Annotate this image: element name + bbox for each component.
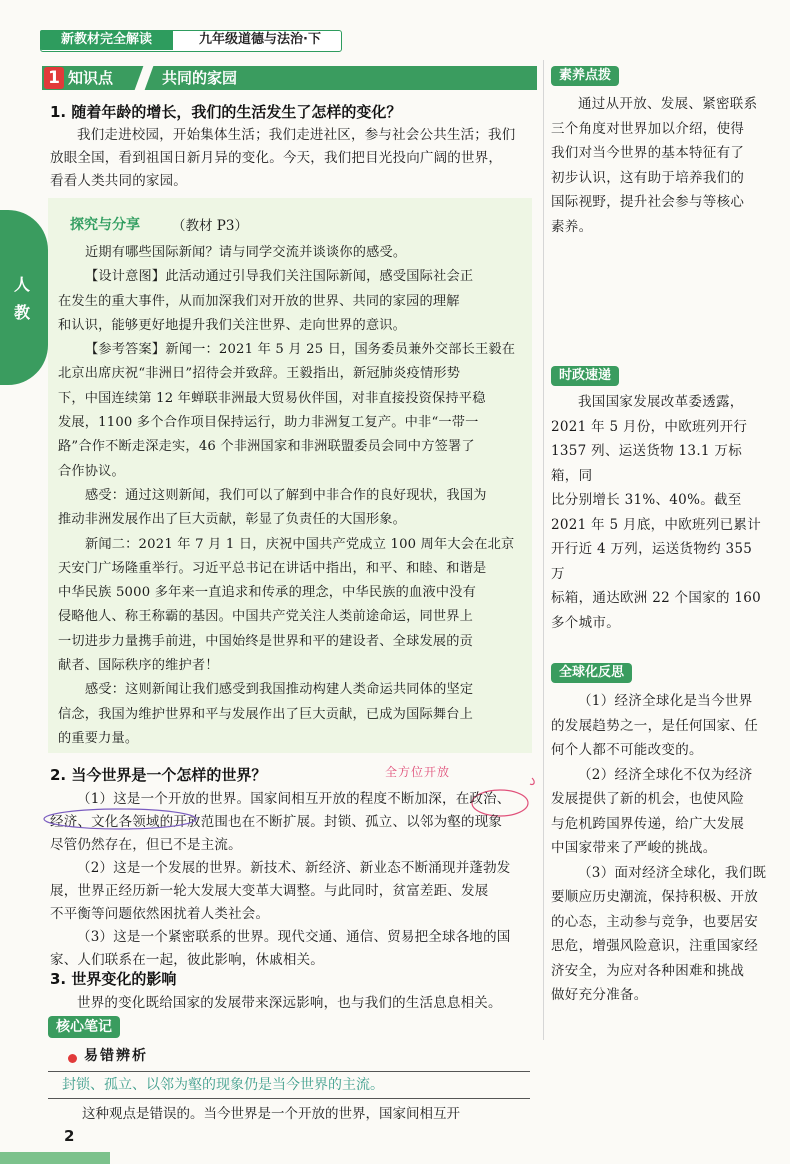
global-line: 的心态，主动参与竞争，也要居安 (551, 913, 758, 930)
side-tab-char: 教 (13, 303, 30, 322)
explore-line: 感受：通过这则新闻，我们可以了解到中非合作的良好现状，我国为 (85, 487, 487, 503)
global-line: （2）经济全球化不仅为经济 (578, 766, 753, 783)
q2-line: 尽管仍然存在，但已不是主流。 (50, 837, 242, 853)
explore-body (58, 241, 528, 751)
side-tab-char: 人 (13, 275, 30, 294)
explore-line: 合作协议。 (58, 463, 125, 479)
globalization-tag: 全球化反思 (551, 663, 632, 683)
global-line: 思危，增强风险意识，注重国家经 (551, 938, 758, 954)
knowledge-number: 1 (44, 67, 64, 89)
knowledge-title: 共同的家园 (162, 69, 238, 87)
literacy-line: 初步认识，这有助于培养我们的 (551, 169, 745, 186)
q3-body (50, 992, 540, 1015)
q1-body (50, 124, 540, 193)
explore-ref: （教材 P3） (172, 218, 248, 234)
news-line: 多个城市。 (551, 614, 620, 631)
explore-line: 献者、国际秩序的维护者！ (58, 658, 219, 674)
literacy-line: 三个角度对世界加以介绍，使得 (551, 120, 745, 137)
q2-line: 不平衡等问题依然困扰着人类社会。 (50, 906, 270, 922)
hand-annotation-circle-2 (40, 806, 200, 832)
explore-line: 【参考答案】新闻一：2021 年 5 月 25 日，国务委员兼外交部长王毅在 (85, 342, 516, 358)
explore-line: 中华民族 5000 多年来一直追求和传承的理念，中华民族的血液中没有 (58, 585, 476, 601)
literacy-body (551, 92, 769, 239)
q2-title: 2. 当今世界是一个怎样的世界？ (50, 766, 267, 784)
series-title: 新教材完全解读 (40, 30, 173, 50)
column-divider (543, 60, 544, 1040)
explore-line: 侵略他人、称王称霸的基因。中国共产党关注人类前途命运，同世界上 (58, 609, 474, 625)
explore-line: 在发生的重大事件，从而加深我们对开放的世界、共同的家园的理解 (58, 293, 460, 309)
explore-line: 和认识，能够更好地提升我们关注世界、走向世界的意识。 (58, 317, 407, 333)
q2-line: 经济、文化各领域的开放范围也在不断扩展。封锁、孤立、以邻为壑的现象 (50, 814, 503, 830)
explore-line: 新闻二：2021 年 7 月 1 日，庆祝中国共产党成立 100 周年大会在北京 (85, 536, 515, 552)
q2-line: （1）这是一个开放的世界。国家间相互开放的程度不断加深，在政治、 (77, 791, 511, 807)
q3-title: 3. 世界变化的影响 (50, 970, 177, 988)
global-line: 济安全，为应对各种困难和挑战 (551, 962, 745, 979)
explore-line: 的重要力量。 (58, 730, 139, 746)
explore-line: 信念，我国为维护世界和平与发展作出了巨大贡献，已成为国际舞台上 (58, 706, 474, 722)
q2-line: 家、人们联系在一起，彼此影响，休戚相关。 (50, 952, 324, 968)
error-statement: 封锁、孤立、以邻为壑的现象仍是当今世界的主流。 (62, 1077, 384, 1093)
news-line: 我国国家发展改革委透露， (578, 394, 744, 410)
literacy-tag: 素养点拨 (551, 66, 619, 86)
q2-line: （2）这是一个发展的世界。新技术、新经济、新业态不断涌现并蓬勃发 (77, 860, 511, 876)
explore-line: 近期有哪些国际新闻？请与同学交流并谈谈你的感受。 (85, 245, 407, 260)
global-line: 中国家带来了严峻的挑战。 (551, 840, 717, 856)
news-tag: 时政速递 (551, 366, 619, 386)
news-line: 比分别增长 31%、40%。截至 (551, 492, 742, 508)
q1-line: 我们走进校园，开始集体生活；我们走进社区，参与社会公共生活；我们 (77, 127, 516, 143)
explore-line: 下，中国连续第 12 年蝉联非洲最大贸易伙伴国，对非直接投资保持平稳 (58, 390, 486, 406)
knowledge-label: 知识点 (68, 69, 114, 87)
explore-line: 【设计意图】此活动通过引导我们关注国际新闻，感受国际社会正 (85, 269, 474, 285)
handwritten-note: 全方位开放 (385, 765, 451, 779)
global-line: （3）面对经济全球化，我们既 (578, 864, 767, 881)
q1-title: 1. 随着年龄的增长，我们的生活发生了怎样的变化？ (50, 103, 402, 121)
explore-line: 路”合作不断走深走实，46 个非洲国家和非洲联盟委员会同中方签署了 (58, 439, 475, 455)
literacy-line: 国际视野，提升社会参与等核心 (551, 194, 745, 210)
global-line: 做好充分准备。 (551, 987, 648, 1003)
globalization-body (551, 689, 769, 1008)
global-line: （1）经济全球化是当今世界 (578, 693, 753, 709)
q1-line: 放眼全国，看到祖国日新月异的变化。今天，我们把目光投向广阔的世界， (50, 150, 503, 166)
divider (48, 1098, 530, 1099)
explore-line: 感受：这则新闻让我们感受到我国推动构建人类命运共同体的坚定 (85, 682, 474, 698)
q1-line: 看看人类共同的家园。 (50, 173, 187, 189)
core-notes-tag: 核心笔记 (48, 1016, 120, 1038)
book-title: 九年级道德与法治·下 (199, 32, 321, 47)
knowledge-bar (42, 66, 537, 90)
news-body (551, 390, 769, 635)
global-line: 的发展趋势之一，是任何国家、任 (551, 717, 758, 734)
error-analysis-title: 易错辨析 (84, 1048, 148, 1064)
literacy-line: 素养。 (551, 218, 593, 235)
q3-line: 世界的变化既给国家的发展带来深远影响，也与我们的生活息息相关。 (77, 995, 502, 1011)
side-tab (0, 210, 48, 385)
explore-line: 一切进步力量携手前进，中国始终是世界和平的建设者、全球发展的贡 (58, 633, 474, 649)
error-answer: 这种观点是错误的。当今世界是一个开放的世界，国家间相互开 (82, 1106, 460, 1122)
q2-line: 展，世界正经历新一轮大发展大变革大调整。与此同时，贫富差距、发展 (50, 883, 489, 899)
page-number: 2 (64, 1127, 75, 1145)
explore-tag: 探究与分享 (70, 217, 140, 233)
literacy-line: 通过从开放、发展、紧密联系 (578, 96, 758, 112)
news-line: 标箱，通达欧洲 22 个国家的 160 (551, 590, 762, 606)
news-line: 1357 列、运送货物 13.1 万标箱，同 (551, 443, 742, 484)
global-line: 与危机跨国界传递，给广大发展 (551, 815, 745, 832)
footer-bar (0, 1152, 110, 1164)
news-line: 开行近 4 万列，运送货物约 355 万 (551, 541, 753, 582)
global-line: 发展提供了新的机会，也使风险 (551, 791, 745, 807)
explore-line: 推动非洲发展作出了巨大贡献，彰显了负责任的大国形象。 (58, 512, 407, 528)
news-line: 2021 年 5 月底，中欧班列已累计 (551, 516, 762, 533)
global-line: 要顺应历史潮流，保持积极、开放 (551, 889, 758, 905)
global-line: 何个人都不可能改变的。 (551, 742, 703, 758)
error-bullet-icon (68, 1054, 77, 1063)
divider (48, 1071, 530, 1072)
explore-line: 北京出席庆祝“非洲日”招待会并致辞。王毅指出，新冠肺炎疫情形势 (58, 366, 461, 382)
explore-line: 天安门广场隆重举行。习近平总书记在讲话中指出，和平、和睦、和谐是 (58, 560, 487, 576)
q2-line: （3）这是一个紧密联系的世界。现代交通、通信、贸易把全球各地的国 (77, 929, 511, 945)
news-line: 2021 年 5 月份，中欧班列开行 (551, 418, 748, 435)
explore-line: 发展，1100 多个合作项目保持运行，助力非洲复工复产。中非“一带一 (58, 415, 479, 431)
literacy-line: 我们对当今世界的基本特征有了 (551, 145, 745, 161)
